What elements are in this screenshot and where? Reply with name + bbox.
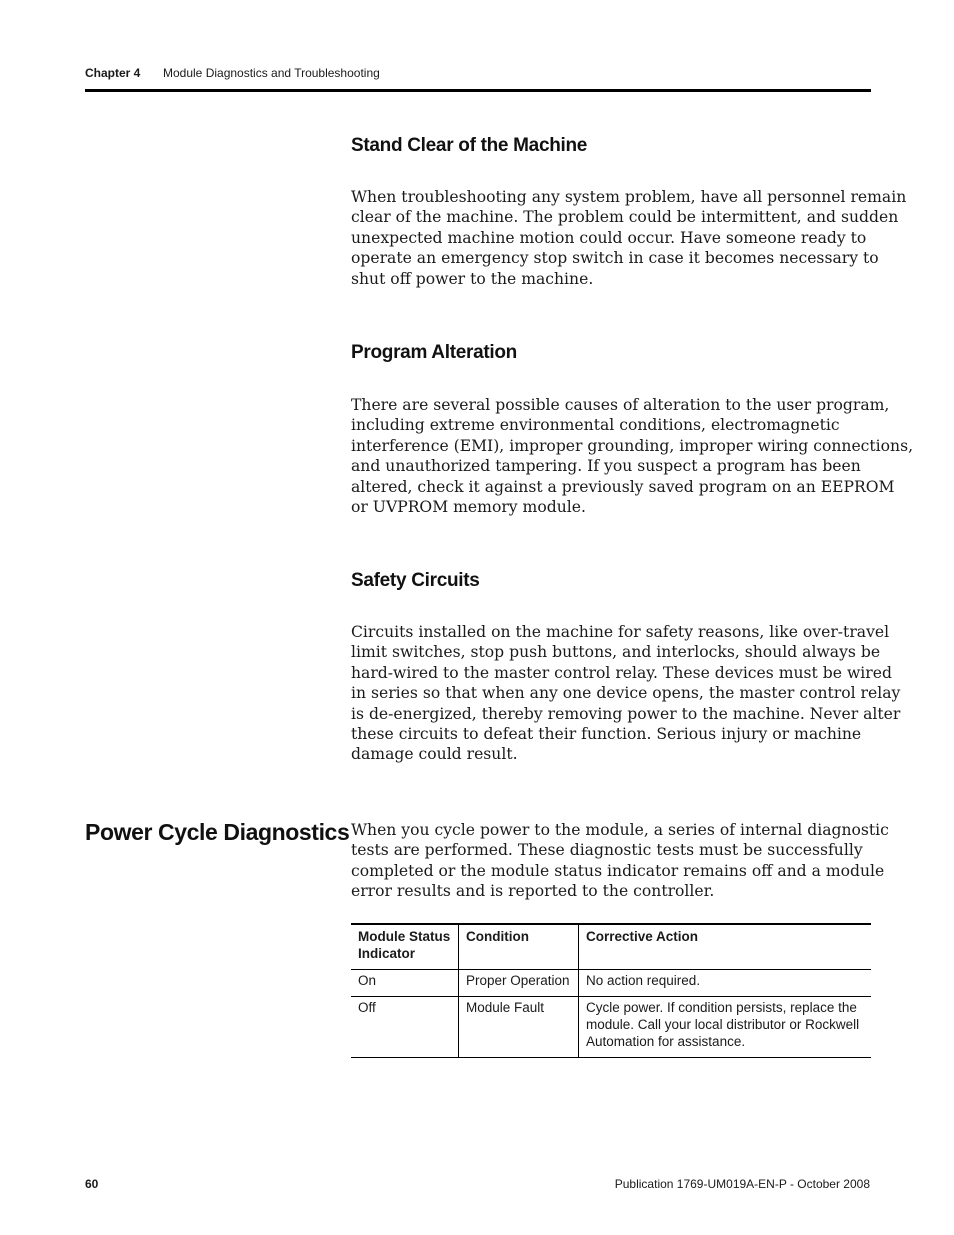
- cell-action-line: Automation for assistance.: [586, 1034, 746, 1049]
- body-line: damage could result.: [351, 745, 518, 764]
- body-line: altered, check it against a previously saved program on an EEPROM: [351, 477, 895, 496]
- body-line: including extreme environmental conditions, electromagnetic: [351, 416, 840, 435]
- body-line: or UVPROM memory module.: [351, 498, 586, 517]
- column-header-condition: Condition: [459, 924, 579, 970]
- publication-info: Publication 1769-UM019A-EN-P - October 2008: [614, 1177, 870, 1191]
- cell-action-line: No action required.: [586, 973, 701, 988]
- module-status-table: [351, 923, 871, 1058]
- running-header: [85, 66, 380, 80]
- body-line: clear of the machine. The problem could be intermittent, and sudden: [351, 208, 899, 227]
- header-text: Indicator: [358, 946, 416, 961]
- cell-action-line: Cycle power. If condition persists, replace the: [586, 1000, 857, 1015]
- section-heading-program-alteration: Program Alteration: [351, 342, 517, 363]
- body-line: operate an emergency stop switch in case it becomes necessary to: [351, 249, 879, 268]
- cell-action-line: module. Call your local distributor or Rockwell: [586, 1017, 860, 1032]
- section-body-program-alteration: [351, 395, 914, 517]
- table-row: [351, 997, 871, 1058]
- section-heading-stand-clear: Stand Clear of the Machine: [351, 135, 588, 156]
- body-line: When troubleshooting any system problem, have all personnel remain: [351, 188, 907, 206]
- body-line: tests are performed. These diagnostic tests must be successfully: [351, 841, 863, 860]
- body-line: and unauthorized tampering. If you suspect a program has been: [351, 457, 861, 476]
- section-body-safety-circuits: [351, 622, 901, 765]
- body-line: limit switches, stop push buttons, and interlocks, should always be: [351, 643, 881, 662]
- column-header-action: Corrective Action: [579, 924, 872, 970]
- header-rule: [85, 89, 871, 92]
- header-text: Module Status: [358, 929, 451, 944]
- table-row: [351, 970, 871, 997]
- section-heading-safety-circuits: Safety Circuits: [351, 570, 480, 591]
- section-body-power-cycle: [351, 820, 889, 902]
- cell-condition: Proper Operation: [459, 970, 579, 997]
- cell-action: [579, 970, 872, 997]
- body-line: interference (EMI), improper grounding, improper wiring connections,: [351, 436, 914, 455]
- cell-indicator: Off: [358, 1000, 376, 1015]
- body-line: these circuits to defeat their function. Serious injury or machine: [351, 725, 862, 744]
- page-number: 60: [85, 1177, 99, 1191]
- section-body-stand-clear: [351, 187, 907, 289]
- table-header-row: [351, 924, 871, 970]
- chapter-label: Chapter 4: [85, 66, 141, 80]
- body-line: is de-energized, thereby removing power to the machine. Never alter: [351, 704, 901, 723]
- body-line: error results and is reported to the controller.: [351, 882, 715, 901]
- cell-action: [579, 997, 872, 1058]
- body-line: shut off power to the machine.: [351, 269, 594, 288]
- body-line: unexpected machine motion could occur. Have someone ready to: [351, 228, 867, 247]
- cell-indicator: On: [358, 973, 377, 988]
- body-line: There are several possible causes of alteration to the user program,: [351, 396, 890, 414]
- cell-condition: Module Fault: [459, 997, 579, 1058]
- chapter-title: Module Diagnostics and Troubleshooting: [163, 66, 380, 80]
- body-line: Circuits installed on the machine for safety reasons, like over-travel: [351, 623, 890, 641]
- body-line: in series so that when any one device opens, the master control relay: [351, 684, 901, 703]
- column-header-indicator: [351, 924, 459, 970]
- section-heading-power-cycle: Power Cycle Diagnostics: [85, 819, 350, 845]
- body-line: completed or the module status indicator remains off and a module: [351, 861, 885, 880]
- body-line: hard-wired to the master control relay. These devices must be wired: [351, 663, 892, 682]
- body-line: When you cycle power to the module, a series of internal diagnostic: [351, 821, 889, 839]
